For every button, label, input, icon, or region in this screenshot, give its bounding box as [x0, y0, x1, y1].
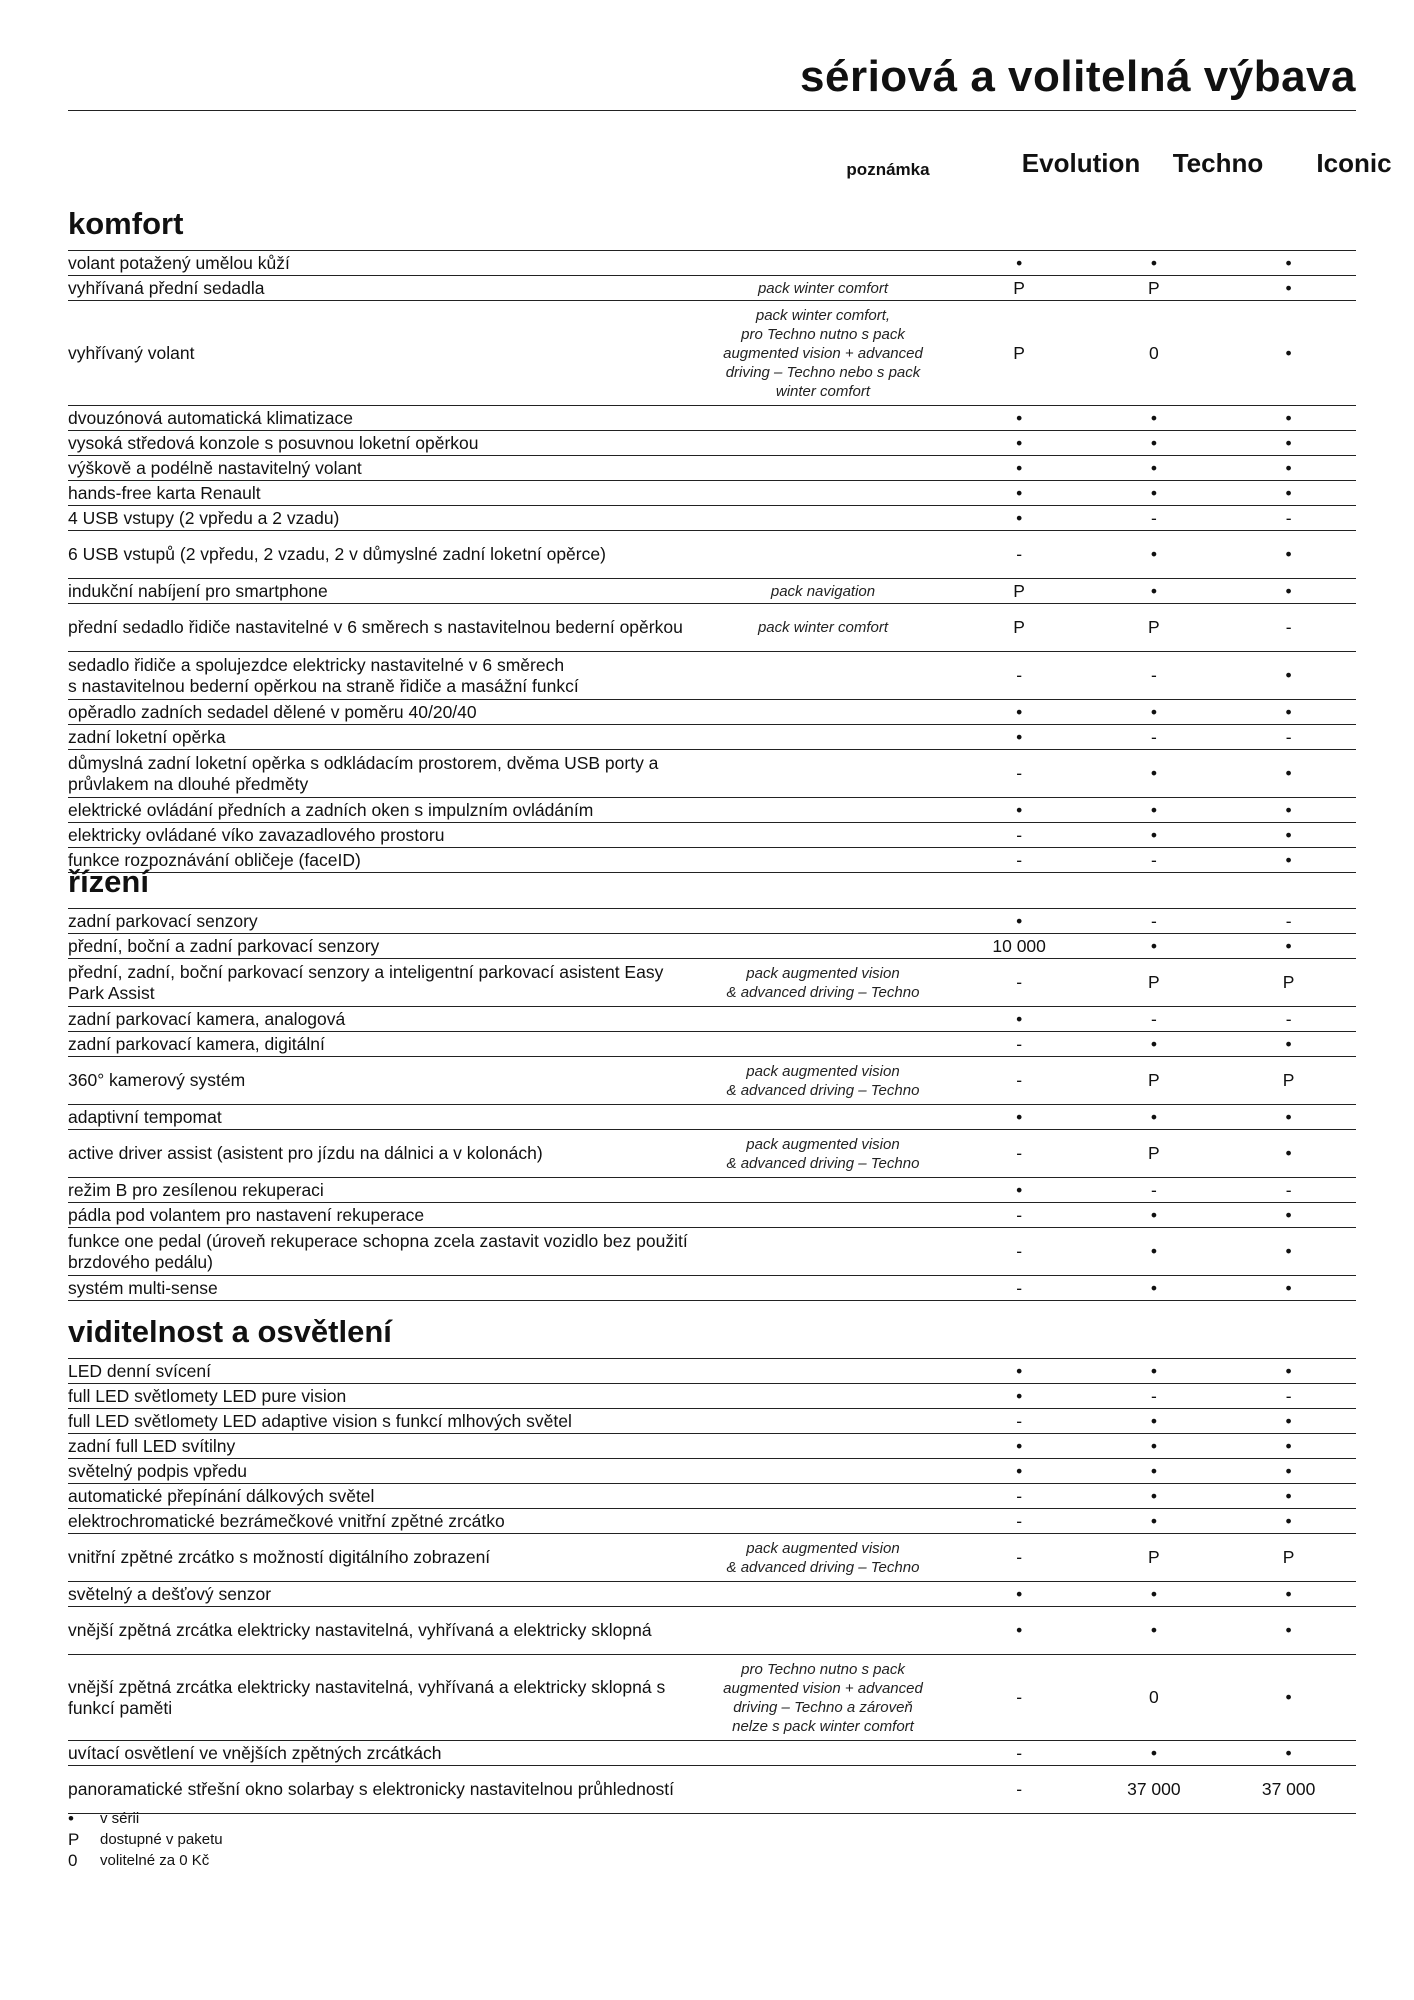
value-evolution: •	[1016, 1179, 1023, 1200]
table-row	[68, 1766, 1356, 1814]
value-evolution: -	[1016, 972, 1023, 992]
table-row	[68, 700, 1356, 725]
legend-item	[68, 1829, 223, 1850]
value-techno: •	[1150, 763, 1157, 783]
value-techno: -	[1150, 507, 1157, 528]
feature-label: opěradlo zadních sedadel dělené v poměru 40/20/40	[68, 701, 477, 722]
legend-text: volitelné za 0 Kč	[100, 1852, 210, 1869]
legend-item	[68, 1850, 223, 1871]
value-evolution: -	[1016, 665, 1023, 685]
value-evolution: •	[1016, 1008, 1023, 1029]
legend	[68, 1808, 223, 1871]
table-row	[68, 1105, 1356, 1130]
value-evolution: •	[1016, 407, 1023, 428]
table-row	[68, 431, 1356, 456]
feature-note: pack winter comfort	[757, 279, 888, 297]
feature-label: dvouzónová automatická klimatizace	[68, 407, 354, 428]
value-iconic: •	[1285, 277, 1292, 298]
value-techno: -	[1150, 1385, 1157, 1406]
feature-label: zadní parkovací kamera, digitální	[68, 1033, 325, 1054]
table-row	[68, 909, 1356, 934]
column-header-evolution: Evolution	[1021, 148, 1141, 178]
value-iconic: •	[1285, 1143, 1292, 1163]
table-row	[68, 1484, 1356, 1509]
value-evolution: -	[1016, 1742, 1023, 1763]
feature-label: volant potažený umělou kůží	[68, 252, 290, 273]
feature-label: důmyslná zadní loketní opěrka s odkládacím prostorem, dvěma USB porty a průvlakem na dlouhé předměty	[68, 752, 659, 794]
table-row	[68, 1384, 1356, 1409]
feature-label: active driver assist (asistent pro jízdu na dálnici a v kolonách)	[68, 1143, 543, 1163]
feature-label: LED denní svícení	[68, 1360, 211, 1381]
feature-label: 360° kamerový systém	[68, 1070, 246, 1090]
value-techno: •	[1150, 1360, 1157, 1381]
table-row	[68, 934, 1356, 959]
page-title: sériová a volitelná výbava	[800, 52, 1356, 101]
value-techno: P	[1148, 617, 1160, 637]
table-row	[68, 506, 1356, 531]
table-row	[68, 1434, 1356, 1459]
feature-label: přední, boční a zadní parkovací senzory	[68, 935, 380, 956]
value-iconic: P	[1282, 1070, 1295, 1090]
table-row	[68, 1130, 1356, 1178]
feature-label: přední sedadlo řidiče nastavitelné v 6 směrech s nastavitelnou bederní opěrkou	[68, 617, 683, 637]
value-iconic: •	[1285, 1106, 1292, 1127]
value-evolution: •	[1016, 799, 1023, 820]
column-header-iconic: Iconic	[1316, 148, 1392, 178]
value-iconic: •	[1285, 1485, 1292, 1506]
table-row	[68, 1607, 1356, 1655]
value-evolution: •	[1016, 432, 1023, 453]
value-evolution: -	[1016, 1070, 1023, 1090]
value-evolution: -	[1016, 1204, 1023, 1225]
table-row	[68, 1057, 1356, 1105]
value-techno: •	[1150, 1510, 1157, 1531]
value-techno: -	[1150, 910, 1157, 931]
value-techno: •	[1150, 252, 1157, 273]
feature-label: elektricky ovládané víko zavazadlového prostoru	[68, 824, 445, 845]
feature-table	[68, 1358, 1356, 1814]
value-evolution: •	[1016, 507, 1023, 528]
value-techno: •	[1150, 457, 1157, 478]
value-techno: •	[1150, 1583, 1157, 1604]
value-evolution: -	[1016, 849, 1023, 870]
value-techno: •	[1150, 1204, 1157, 1225]
value-techno: -	[1150, 1179, 1157, 1200]
value-techno: •	[1150, 935, 1157, 956]
value-iconic: •	[1285, 1033, 1292, 1054]
feature-label: vyhřívaný volant	[68, 342, 195, 363]
value-evolution: •	[1016, 1106, 1023, 1127]
value-evolution: -	[1016, 1485, 1023, 1506]
value-evolution: •	[1016, 482, 1023, 503]
feature-label: elektrické ovládání předních a zadních oken s impulzním ovládáním	[68, 799, 594, 820]
legend-symbol: P	[68, 1830, 80, 1849]
feature-label: výškově a podélně nastavitelný volant	[68, 457, 362, 478]
value-techno: •	[1150, 1742, 1157, 1763]
legend-symbol: •	[68, 1809, 74, 1828]
legend-item	[68, 1808, 223, 1829]
value-iconic: •	[1285, 1277, 1292, 1298]
value-techno: -	[1150, 726, 1157, 747]
value-iconic: •	[1285, 849, 1292, 870]
value-iconic: •	[1285, 1620, 1292, 1640]
legend-text: v sérii	[100, 1810, 140, 1827]
column-header-techno: Techno	[1172, 148, 1264, 178]
feature-label: přední, zadní, boční parkovací senzory a inteligentní parkovací asistent Easy Park Assist	[68, 961, 664, 1003]
value-techno: •	[1150, 1435, 1157, 1456]
value-evolution: •	[1016, 457, 1023, 478]
value-iconic: •	[1285, 457, 1292, 478]
value-techno: •	[1150, 407, 1157, 428]
feature-label: elektrochromatické bezrámečkové vnitřní zpětné zrcátko	[68, 1510, 505, 1531]
table-row	[68, 1459, 1356, 1484]
value-iconic: -	[1285, 617, 1292, 637]
section-title: komfort	[68, 206, 184, 241]
value-evolution: P	[1013, 277, 1025, 298]
table-row	[68, 579, 1356, 604]
value-techno: •	[1150, 1460, 1157, 1481]
value-iconic: -	[1285, 1008, 1292, 1029]
feature-label: 4 USB vstupy (2 vpředu a 2 vzadu)	[68, 507, 340, 528]
value-evolution: 10 000	[992, 935, 1046, 956]
value-evolution: •	[1016, 701, 1023, 722]
value-evolution: -	[1016, 1143, 1023, 1163]
section-viditelnost-a-osvetleni	[68, 1308, 1356, 1814]
value-iconic: -	[1285, 726, 1292, 747]
table-row	[68, 604, 1356, 652]
value-evolution: •	[1016, 910, 1023, 931]
value-techno: P	[1148, 972, 1160, 992]
table-row	[68, 823, 1356, 848]
column-header-note: poznámka	[846, 160, 930, 179]
value-evolution: •	[1016, 1435, 1023, 1456]
table-row	[68, 531, 1356, 579]
feature-label: vnější zpětná zrcátka elektricky nastavitelná, vyhřívaná a elektricky sklopná	[68, 1620, 652, 1640]
legend-text: dostupné v paketu	[100, 1831, 223, 1848]
feature-label: full LED světlomety LED pure vision	[68, 1385, 347, 1406]
value-iconic: •	[1285, 342, 1292, 363]
table-row	[68, 1203, 1356, 1228]
feature-label: systém multi-sense	[68, 1277, 218, 1298]
value-evolution: -	[1016, 824, 1023, 845]
value-iconic: •	[1285, 701, 1292, 722]
table-row	[68, 406, 1356, 431]
page	[68, 0, 1392, 2000]
section-komfort	[68, 200, 1356, 873]
value-iconic: •	[1285, 544, 1292, 564]
value-techno: •	[1150, 1620, 1157, 1640]
value-evolution: -	[1016, 1547, 1023, 1567]
feature-label: vnější zpětná zrcátka elektricky nastavitelná, vyhřívaná a elektricky sklopná s funkcí paměti	[68, 1676, 666, 1718]
value-techno: -	[1150, 1008, 1157, 1029]
table-row	[68, 276, 1356, 301]
feature-label: světelný a dešťový senzor	[68, 1583, 272, 1604]
value-techno: •	[1150, 1410, 1157, 1431]
feature-label: hands-free karta Renault	[68, 482, 261, 503]
section-title: viditelnost a osvětlení	[68, 1314, 392, 1349]
feature-note: pack augmented vision & advanced driving – Techno	[726, 1062, 920, 1099]
value-techno: •	[1150, 1106, 1157, 1127]
value-iconic: •	[1285, 252, 1292, 273]
value-evolution: -	[1016, 1241, 1023, 1261]
value-evolution: -	[1016, 1033, 1023, 1054]
value-iconic: •	[1285, 580, 1292, 601]
table-row	[68, 301, 1356, 406]
value-iconic: •	[1285, 1410, 1292, 1431]
value-techno: 0	[1149, 1687, 1159, 1707]
value-iconic: •	[1285, 1360, 1292, 1381]
table-row	[68, 456, 1356, 481]
value-iconic: •	[1285, 1583, 1292, 1604]
table-row	[68, 1741, 1356, 1766]
value-evolution: -	[1016, 1277, 1023, 1298]
table-row	[68, 1228, 1356, 1276]
value-iconic: •	[1285, 799, 1292, 820]
value-techno: P	[1148, 1547, 1160, 1567]
value-techno: •	[1150, 799, 1157, 820]
value-iconic: -	[1285, 1385, 1292, 1406]
value-iconic: •	[1285, 1204, 1292, 1225]
value-iconic: •	[1285, 824, 1292, 845]
feature-note: pack augmented vision & advanced driving – Techno	[726, 964, 920, 1001]
value-evolution: P	[1013, 580, 1025, 601]
table-row	[68, 1007, 1356, 1032]
feature-label: full LED světlomety LED adaptive vision s funkcí mlhových světel	[68, 1410, 572, 1431]
value-evolution: -	[1016, 1687, 1023, 1707]
value-evolution: •	[1016, 726, 1023, 747]
value-iconic: •	[1285, 1435, 1292, 1456]
value-techno: •	[1150, 701, 1157, 722]
value-evolution: •	[1016, 252, 1023, 273]
table-row	[68, 1409, 1356, 1434]
feature-note: pack augmented vision & advanced driving – Techno	[726, 1539, 920, 1576]
value-evolution: -	[1016, 1510, 1023, 1531]
value-techno: P	[1148, 277, 1160, 298]
value-techno: •	[1150, 1033, 1157, 1054]
value-techno: •	[1150, 432, 1157, 453]
value-techno: -	[1150, 665, 1157, 685]
feature-label: zadní parkovací kamera, analogová	[68, 1008, 346, 1029]
value-iconic: •	[1285, 432, 1292, 453]
feature-note: pro Techno nutno s pack augmented vision + advanced driving – Techno a zároveň nelze s pack winter comfort	[723, 1660, 923, 1735]
feature-label: adaptivní tempomat	[68, 1106, 222, 1127]
feature-label: vyhřívaná přední sedadla	[68, 277, 265, 298]
table-row	[68, 725, 1356, 750]
feature-label: zadní parkovací senzory	[68, 910, 258, 931]
feature-label: 6 USB vstupů (2 vpředu, 2 vzadu, 2 v důmyslné zadní loketní opěrce)	[68, 544, 606, 564]
value-evolution: •	[1016, 1385, 1023, 1406]
table-row	[68, 750, 1356, 798]
value-techno: •	[1150, 580, 1157, 601]
feature-label: zadní full LED svítilny	[68, 1435, 236, 1456]
value-iconic: P	[1282, 972, 1295, 992]
feature-label: pádla pod volantem pro nastavení rekuperace	[68, 1204, 425, 1225]
feature-note: pack winter comfort, pro Techno nutno s pack augmented vision + advanced driving – Techno nebo s pack winter comfort	[723, 306, 923, 400]
table-row	[68, 652, 1356, 700]
feature-table	[68, 250, 1356, 873]
table-row	[68, 798, 1356, 823]
value-iconic: -	[1285, 507, 1292, 528]
value-iconic: •	[1285, 1742, 1292, 1763]
feature-label: uvítací osvětlení ve vnějších zpětných zrcátkách	[68, 1742, 442, 1763]
feature-label: režim B pro zesílenou rekuperaci	[68, 1179, 324, 1200]
value-iconic: •	[1285, 1460, 1292, 1481]
feature-label: automatické přepínání dálkových světel	[68, 1485, 375, 1506]
value-iconic: P	[1282, 1547, 1295, 1567]
value-evolution: -	[1016, 763, 1023, 783]
feature-note: pack augmented vision & advanced driving – Techno	[726, 1135, 920, 1172]
value-evolution: •	[1016, 1620, 1023, 1640]
value-iconic: -	[1285, 910, 1292, 931]
feature-label: indukční nabíjení pro smartphone	[68, 580, 328, 601]
value-techno: •	[1150, 482, 1157, 503]
value-techno: •	[1150, 544, 1157, 564]
feature-table	[68, 908, 1356, 1301]
value-iconic: •	[1285, 1510, 1292, 1531]
feature-note: pack winter comfort	[757, 619, 888, 636]
value-iconic: -	[1285, 1179, 1292, 1200]
value-evolution: -	[1016, 1779, 1023, 1799]
table-row	[68, 959, 1356, 1007]
value-iconic: •	[1285, 1241, 1292, 1261]
value-techno: 37 000	[1127, 1779, 1181, 1799]
value-iconic: •	[1285, 763, 1292, 783]
value-evolution: •	[1016, 1583, 1023, 1604]
feature-label: vnitřní zpětné zrcátko s možností digitálního zobrazení	[68, 1547, 491, 1567]
value-evolution: -	[1016, 544, 1023, 564]
value-techno: 0	[1149, 342, 1159, 363]
value-iconic: •	[1285, 935, 1292, 956]
section-title: řízení	[68, 864, 149, 899]
section-rizeni	[68, 858, 1356, 1301]
value-iconic: •	[1285, 407, 1292, 428]
table-row	[68, 481, 1356, 506]
value-techno: •	[1150, 1241, 1157, 1261]
value-techno: P	[1148, 1143, 1160, 1163]
table-row	[68, 1032, 1356, 1057]
legend-symbol: 0	[68, 1851, 78, 1870]
value-iconic: •	[1285, 1687, 1292, 1707]
feature-label: světelný podpis vpředu	[68, 1460, 247, 1481]
value-evolution: •	[1016, 1360, 1023, 1381]
feature-label: vysoká středová konzole s posuvnou loketní opěrkou	[68, 432, 479, 453]
table-row	[68, 1276, 1356, 1301]
title-divider	[68, 110, 1356, 111]
value-evolution: •	[1016, 1460, 1023, 1481]
feature-label: panoramatické střešní okno solarbay s elektronicky nastavitelnou průhledností	[68, 1779, 675, 1799]
value-techno: •	[1150, 1485, 1157, 1506]
value-iconic: •	[1285, 482, 1292, 503]
value-iconic: 37 000	[1261, 1779, 1316, 1799]
value-techno: -	[1150, 849, 1157, 870]
table-row	[68, 1359, 1356, 1384]
value-iconic: •	[1285, 665, 1292, 685]
value-evolution: P	[1013, 617, 1025, 637]
table-row	[68, 1534, 1356, 1582]
feature-label: zadní loketní opěrka	[68, 726, 226, 747]
feature-label: sedadlo řidiče a spolujezdce elektricky nastavitelné v 6 směrech s nastavitelnou bederní opěrkou na straně řidiče a masážní funkcí	[68, 654, 579, 696]
value-evolution: P	[1013, 342, 1025, 363]
feature-note: pack navigation	[770, 582, 876, 600]
table-row	[68, 251, 1356, 276]
feature-label: funkce rozpoznávání obličeje (faceID)	[68, 849, 361, 870]
value-techno: P	[1148, 1070, 1160, 1090]
value-evolution: -	[1016, 1410, 1023, 1431]
value-techno: •	[1150, 824, 1157, 845]
table-row	[68, 1655, 1356, 1741]
table-row	[68, 1178, 1356, 1203]
feature-label: funkce one pedal (úroveň rekuperace schopna zcela zastavit vozidlo bez použití brzdového pedálu)	[68, 1230, 688, 1272]
table-row	[68, 1582, 1356, 1607]
value-techno: •	[1150, 1277, 1157, 1298]
table-row	[68, 1509, 1356, 1534]
